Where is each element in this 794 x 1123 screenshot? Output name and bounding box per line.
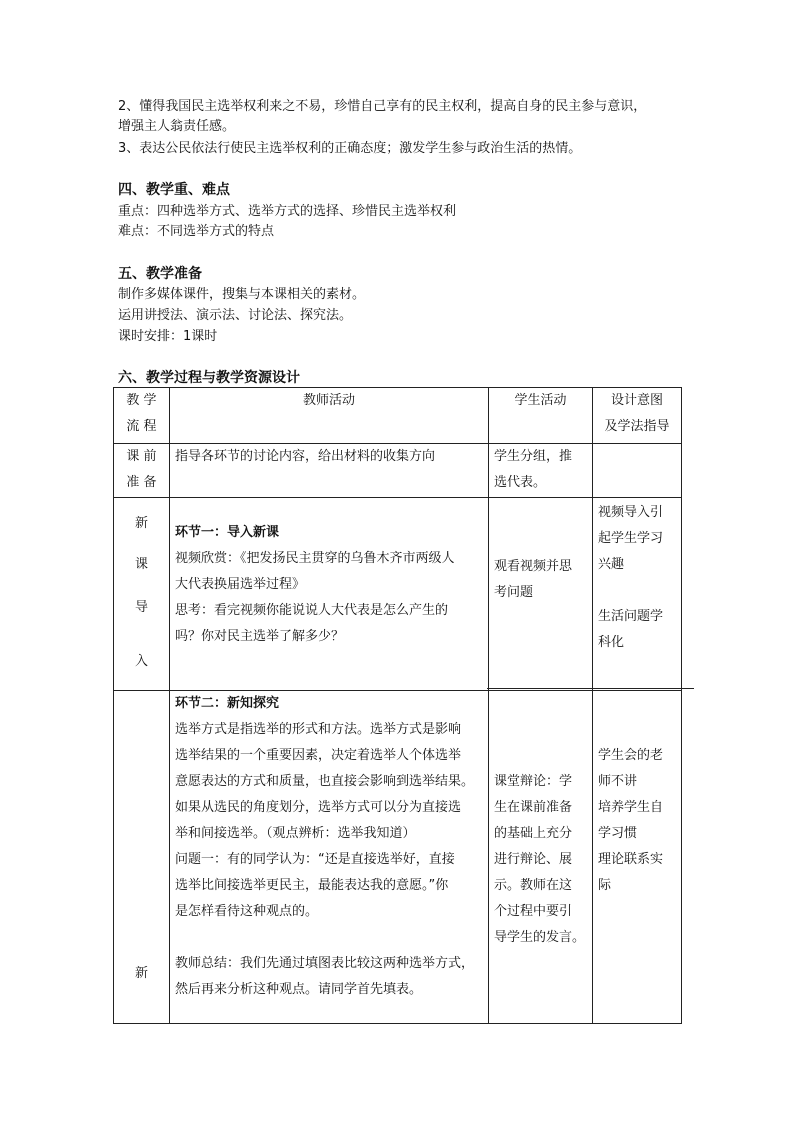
explore-design-line-3: 培养学生自 (598, 800, 664, 815)
prep-student-line2: 选代表。 (494, 475, 547, 490)
table-row-prep (114, 444, 682, 498)
explore-teacher-line-10: 教师总结：我们先通过填图表比较这两种选举方式， (175, 956, 475, 971)
header-design (593, 388, 682, 444)
section4-line-1: 重点：四种选举方式、选举方式的选择、珍惜民主选举权利 (118, 204, 457, 219)
intro-flow-char-3: 导 (134, 600, 148, 615)
header-student: 学生活动 (489, 388, 593, 444)
explore-student-line-6: 个过程中要引 (494, 904, 573, 919)
header-teacher: 教师活动 (170, 388, 489, 444)
intro-flow-char-2: 课 (134, 557, 148, 572)
prep-design (593, 444, 682, 498)
explore-design-line-6: 际 (598, 878, 612, 893)
explore-teacher-line-8: 是怎样看待这种观点的。 (175, 904, 319, 919)
intro-student (489, 498, 593, 691)
prep-flow-line1: 课 前 (126, 449, 157, 464)
explore-flow-char: 新 (134, 966, 148, 981)
section5-line-2: 运用讲授法、演示法、讨论法、探究法。 (118, 308, 353, 323)
explore-design-line-5: 理论联系实 (598, 852, 664, 867)
explore-student-line-5: 示。教师在这 (494, 878, 573, 893)
explore-teacher-line-1: 选举方式是指选举的形式和方法。选举方式是影响 (175, 722, 462, 737)
explore-teacher (170, 691, 489, 1024)
section6-heading: 六、教学过程与教学资源设计 (118, 370, 300, 386)
intro-design-spacer (598, 578, 676, 604)
header-flow (114, 388, 170, 444)
intro-teacher-line-4: 吗？你对民主选举了解多少？ (175, 629, 345, 644)
intro-design-line-6: 科化 (598, 635, 625, 650)
intro-teacher-line-2: 大代表换届选举过程》 (175, 577, 306, 592)
intro-line-2: 增强主人翁责任感。 (118, 119, 236, 134)
explore-student-line-7: 导学生的发言。 (494, 930, 586, 945)
prep-flow-line2: 准 备 (126, 475, 157, 490)
explore-teacher-title: 环节二：新知探究 (175, 696, 280, 711)
explore-design-line-1: 学生会的老 (598, 748, 664, 763)
intro-design-line-1: 视频导入引 (598, 505, 664, 520)
explore-student-line-3: 的基础上充分 (494, 826, 573, 841)
explore-teacher-line-6: 问题一：有的同学认为：“还是直接选举好，直接 (175, 852, 455, 867)
explore-flow (114, 691, 170, 1024)
explore-teacher-line-11: 然后再来分析这种观点。请同学首先填表。 (175, 982, 423, 997)
explore-student (489, 691, 593, 1024)
explore-teacher-line-7: 选举比间接选举更民主，最能表达我的意愿。”你 (175, 878, 449, 893)
intro-student-line-1: 观看视频并思 (494, 559, 573, 574)
section4-heading: 四、教学重、难点 (118, 182, 230, 198)
lesson-process-table (113, 387, 682, 1024)
intro-design-line-2: 起学生学习 (598, 531, 664, 546)
table-overflow-rule (487, 688, 694, 689)
intro-flow-char-4: 入 (134, 654, 148, 669)
explore-student-line-4: 进行辩论、展 (494, 852, 573, 867)
header-flow-line1: 教 学 (126, 393, 157, 408)
explore-teacher-line-4: 如果从选民的角度划分，选举方式可以分为直接选 (175, 800, 462, 815)
prep-teacher: 指导各环节的讨论内容，给出材料的收集方向 (170, 444, 489, 498)
table-row-intro (114, 498, 682, 691)
explore-student-line-2: 生在课前准备 (494, 800, 573, 815)
intro-teacher (170, 498, 489, 691)
table-header-row (114, 388, 682, 444)
explore-student-line-1: 课堂辩论：学 (494, 774, 573, 789)
explore-teacher-line-2: 选举结果的一个重要因素，决定着选举人个体选举 (175, 748, 462, 763)
intro-line-1: 2、懂得我国民主选举权利来之不易，珍惜自己享有的民主权利，提高自身的民主参与意识， (118, 99, 647, 114)
section5-heading: 五、教学准备 (118, 266, 202, 282)
header-design-line2: 及学法指导 (604, 419, 670, 434)
table-row-explore (114, 691, 682, 1024)
explore-teacher-spacer (175, 925, 483, 951)
explore-teacher-line-5: 举和间接选举。（观点辨析：选举我知道） (175, 826, 416, 841)
intro-teacher-line-1: 视频欣赏：《把发扬民主贯穿的乌鲁木齐市两级人 (175, 551, 455, 566)
intro-flow (114, 498, 170, 691)
explore-design (593, 691, 682, 1024)
intro-teacher-line-3: 思考：看完视频你能说说人大代表是怎么产生的 (175, 603, 449, 618)
intro-design (593, 498, 682, 691)
prep-flow (114, 444, 170, 498)
header-design-line1: 设计意图 (610, 393, 663, 408)
explore-teacher-line-3: 意愿表达的方式和质量，也直接会影响到选举结果。 (175, 774, 475, 789)
prep-student-line1: 学生分组，推 (494, 449, 573, 464)
prep-student (489, 444, 593, 498)
explore-design-line-4: 学习惯 (598, 826, 638, 841)
intro-line-3: 3、表达公民依法行使民主选举权利的正确态度；激发学生参与政治生活的热情。 (118, 141, 582, 156)
section5-line-1: 制作多媒体课件，搜集与本课相关的素材。 (118, 287, 366, 302)
header-flow-line2: 流 程 (126, 419, 157, 434)
intro-design-line-5: 生活问题学 (598, 609, 664, 624)
intro-flow-char-1: 新 (134, 516, 148, 531)
intro-student-line-2: 考问题 (494, 585, 534, 600)
section4-line-2: 难点：不同选举方式的特点 (118, 224, 275, 239)
intro-design-line-3: 兴趣 (598, 557, 625, 572)
section5-line-3: 课时安排：1课时 (118, 329, 218, 344)
intro-teacher-title: 环节一：导入新课 (175, 525, 280, 540)
explore-design-line-2: 师不讲 (598, 774, 638, 789)
